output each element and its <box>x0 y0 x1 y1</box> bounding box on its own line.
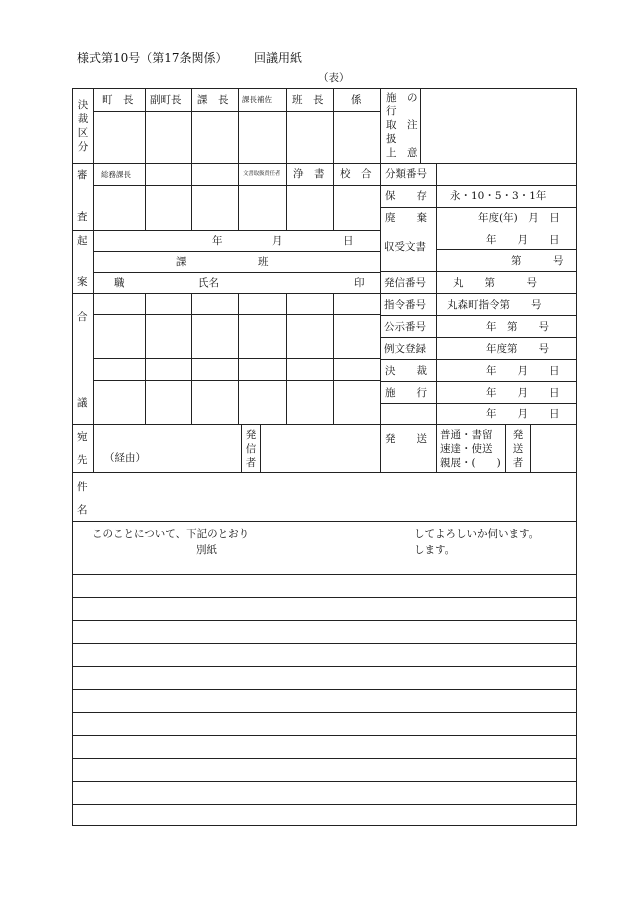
body-declare: します。 <box>414 544 456 556</box>
writing-line <box>72 712 577 713</box>
grid-line <box>93 380 380 381</box>
body-request: してよろしいか伺います。 <box>414 528 540 540</box>
grid-line <box>505 424 506 472</box>
writing-line <box>72 666 577 667</box>
grid-line <box>93 111 380 112</box>
grid-line <box>93 272 380 273</box>
drafting-label-bottom: 案 <box>77 276 88 288</box>
grid-line <box>333 293 334 424</box>
retention-value: 永・10・5・3・1年 <box>450 190 547 202</box>
body-intro: このことについて、下記のとおり <box>92 528 250 540</box>
notice-value: 年 第 号 <box>486 321 549 333</box>
handling-note-line: 扱 <box>386 133 397 145</box>
reviewer-general-affairs: 総務課長 <box>101 170 131 179</box>
precedent-label: 例文登録 <box>384 343 426 355</box>
dispatch-method: 速達・使送 <box>440 443 493 455</box>
writing-line <box>72 758 577 759</box>
draft-year: 年 <box>212 235 223 247</box>
grid-line <box>380 337 577 338</box>
role-section-chief: 課 長 <box>197 94 229 106</box>
approval-section-label: 決裁区分 <box>77 99 89 153</box>
enforcement-value: 年 月 日 <box>486 387 560 399</box>
body-attachment: 別紙 <box>196 544 217 556</box>
handling-note-line: 取 注 <box>386 119 418 131</box>
grid-line <box>286 88 287 230</box>
handling-note-line: 行 <box>386 105 397 117</box>
sent-number-value: 丸 第 号 <box>453 277 537 289</box>
sender-label: 発信者 <box>245 429 257 469</box>
recipient-label-top: 宛 <box>77 431 88 443</box>
subject-label-top: 件 <box>77 481 88 493</box>
consultation-label-top: 合 <box>77 311 88 323</box>
draft-team: 班 <box>258 256 269 268</box>
grid-line <box>380 381 577 382</box>
reviewer-fair-copy: 浄 書 <box>293 168 325 180</box>
grid-line <box>380 207 577 208</box>
review-label-top: 審 <box>77 169 88 181</box>
draft-department: 課 <box>176 256 187 268</box>
writing-line <box>72 597 577 598</box>
dispatch-label: 発 送 <box>385 433 427 445</box>
received-date: 年 月 日 <box>486 234 560 246</box>
grid-line <box>238 293 239 424</box>
dispatch-method: 普通・書留 <box>440 429 493 441</box>
decision-value: 年 月 日 <box>486 365 560 377</box>
grid-line <box>72 424 577 425</box>
consultation-label-bottom: 議 <box>77 397 88 409</box>
role-assistant-chief: 課長補佐 <box>242 95 272 104</box>
grid-line <box>191 293 192 424</box>
grid-line <box>93 88 94 472</box>
draft-seal: 印 <box>354 277 365 289</box>
reviewer-document-officer: 文書取扱責任者 <box>243 171 281 177</box>
precedent-value: 年度第 号 <box>486 343 549 355</box>
handling-note-line: 施 の <box>386 92 418 104</box>
side-label: （表） <box>318 72 350 84</box>
grid-line <box>380 88 381 472</box>
grid-line <box>286 293 287 424</box>
dispatcher-label: 発送者 <box>512 429 524 469</box>
extra-date-value: 年 月 日 <box>486 408 560 420</box>
writing-line <box>72 574 577 575</box>
grid-line <box>93 358 380 359</box>
writing-line <box>72 620 577 621</box>
grid-line <box>380 271 577 272</box>
directive-value: 丸森町指令第 号 <box>447 299 542 311</box>
grid-line <box>380 359 577 360</box>
received-doc-label: 収受文書 <box>384 241 426 253</box>
role-team-leader: 班 長 <box>292 94 324 106</box>
writing-line <box>72 689 577 690</box>
decision-label: 決 裁 <box>385 365 427 377</box>
grid-line <box>530 424 531 472</box>
grid-line <box>260 424 261 472</box>
grid-line <box>93 185 380 186</box>
grid-line <box>436 249 577 250</box>
retention-label: 保 存 <box>385 190 427 202</box>
writing-line <box>72 643 577 644</box>
grid-line <box>380 315 577 316</box>
grid-line <box>72 293 577 294</box>
grid-line <box>380 403 577 404</box>
grid-line <box>72 472 577 473</box>
reviewer-proofread: 校 合 <box>340 168 372 180</box>
grid-line <box>191 88 192 230</box>
grid-line <box>380 185 577 186</box>
writing-line <box>72 781 577 782</box>
grid-line <box>145 293 146 424</box>
draft-name: 氏名 <box>198 277 219 289</box>
recipient-label-bottom: 先 <box>77 454 88 466</box>
role-mayor: 町 長 <box>102 94 134 106</box>
grid-line <box>72 163 577 164</box>
draft-position: 職 <box>114 277 125 289</box>
classification-label: 分類番号 <box>385 168 427 180</box>
role-staff: 係 <box>351 94 362 106</box>
grid-line <box>72 230 380 231</box>
grid-line <box>72 521 577 522</box>
review-label-bottom: 査 <box>77 211 88 223</box>
directive-label: 指令番号 <box>384 299 426 311</box>
sent-number-label: 発信番号 <box>384 277 426 289</box>
received-number: 第 号 <box>511 255 564 267</box>
grid-line <box>93 314 380 315</box>
writing-line <box>72 735 577 736</box>
handling-note-line: 上 意 <box>386 147 418 159</box>
enforcement-label: 施 行 <box>385 387 427 399</box>
grid-line <box>333 88 334 230</box>
draft-month: 月 <box>272 235 283 247</box>
draft-day: 日 <box>343 235 354 247</box>
disposal-label: 廃 棄 <box>385 212 427 224</box>
writing-line <box>72 804 577 805</box>
recipient-via: （経由） <box>104 452 146 464</box>
grid-line <box>93 251 380 252</box>
grid-line <box>145 88 146 230</box>
drafting-label-top: 起 <box>77 235 88 247</box>
grid-line <box>436 163 437 472</box>
grid-line <box>238 88 239 230</box>
form-title: 回議用紙 <box>254 51 303 65</box>
role-deputy-mayor: 副町長 <box>150 94 182 106</box>
subject-label-bottom: 名 <box>77 504 88 516</box>
grid-line <box>420 88 421 163</box>
notice-label: 公示番号 <box>384 321 426 333</box>
dispatch-method: 親展・( ) <box>440 457 501 469</box>
disposal-value: 年度(年) 月 日 <box>478 212 560 224</box>
form-number: 様式第10号（第17条関係） <box>77 51 228 65</box>
grid-line <box>241 424 242 472</box>
